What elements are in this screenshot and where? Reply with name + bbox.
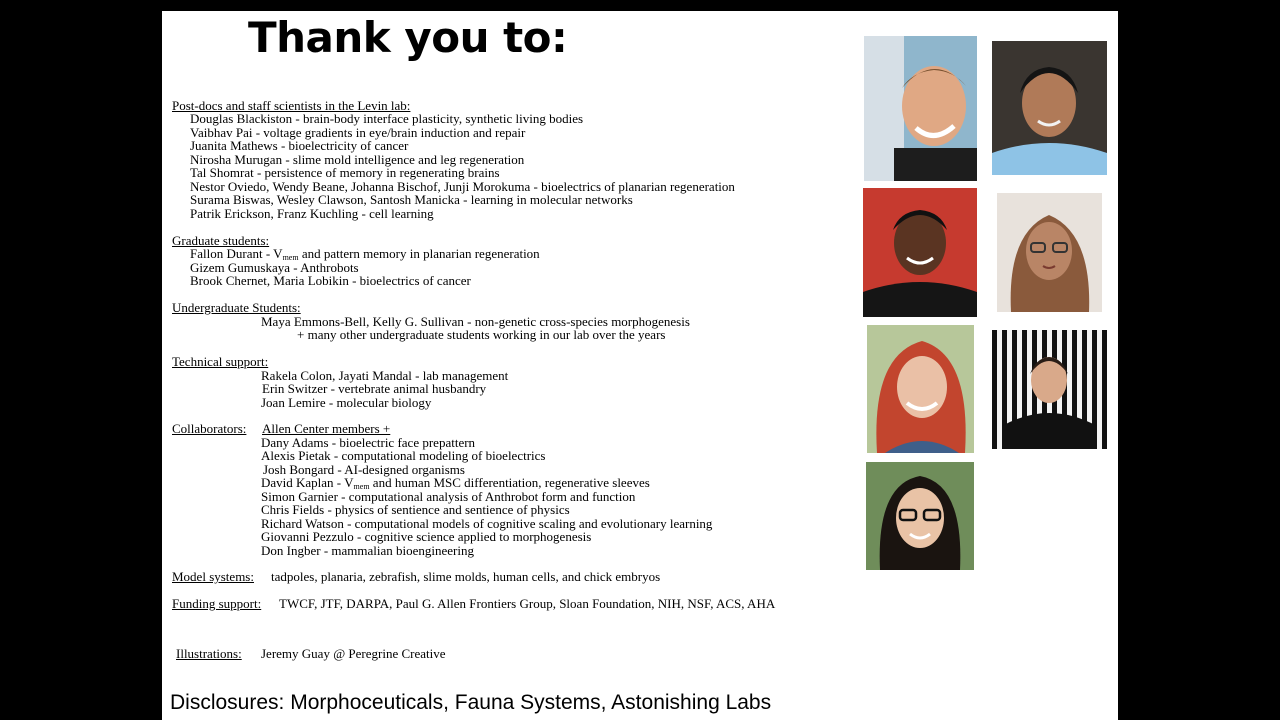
disclosures: Disclosures: Morphoceuticals, Fauna Systems, Astonishing Labs bbox=[170, 691, 772, 714]
illustrations-label: Illustrations: bbox=[176, 646, 242, 661]
collab-item: Alexis Pietak - computational modeling of bioelectrics bbox=[261, 448, 546, 463]
portrait-photo bbox=[864, 36, 977, 181]
slide-title: Thank you to: bbox=[248, 13, 568, 62]
portrait-photo bbox=[863, 188, 977, 317]
postdoc-item: Tal Shomrat - persistence of memory in regenerating brains bbox=[190, 165, 500, 180]
collab-item: Giovanni Pezzulo - cognitive science applied to morphogenesis bbox=[261, 529, 592, 544]
technical-item: Erin Switzer - vertebrate animal husbandry bbox=[262, 381, 487, 396]
illustrations-value: Jeremy Guay @ Peregrine Creative bbox=[261, 646, 446, 661]
collab-item: Simon Garnier - computational analysis of Anthrobot form and function bbox=[261, 489, 636, 504]
collab-item: Richard Watson - computational models of cognitive scaling and evolutionary learning bbox=[261, 516, 713, 531]
slide bbox=[162, 11, 1118, 720]
portrait-photo bbox=[997, 193, 1102, 312]
undergrad-heading: Undergraduate Students: bbox=[172, 300, 301, 315]
undergrad-item: Maya Emmons-Bell, Kelly G. Sullivan - non-genetic cross-species morphogenesis bbox=[261, 314, 690, 329]
model-systems-value: tadpoles, planaria, zebrafish, slime molds, human cells, and chick embryos bbox=[271, 569, 661, 584]
collab-item: Don Ingber - mammalian bioengineering bbox=[261, 543, 474, 558]
undergrad-item: + many other undergraduate students working in our lab over the years bbox=[297, 327, 666, 342]
portrait-photo bbox=[992, 330, 1107, 449]
portrait-photo bbox=[867, 325, 974, 453]
grad-heading: Graduate students: bbox=[172, 233, 270, 248]
postdoc-item: Douglas Blackiston - brain-body interface plasticity, synthetic living bodies bbox=[190, 111, 584, 126]
grad-item: Fallon Durant - $V_{mem}$ and pattern memory in planarian regeneration bbox=[190, 246, 540, 262]
collab-item: Dany Adams - bioelectric face prepattern bbox=[261, 435, 476, 450]
postdoc-item: Patrik Erickson, Franz Kuchling - cell learning bbox=[190, 206, 434, 221]
funding-label: Funding support: bbox=[172, 596, 262, 611]
postdoc-item: Nirosha Murugan - slime mold intelligence and leg regeneration bbox=[190, 152, 525, 167]
collab-item: Chris Fields - physics of sentience and sentience of physics bbox=[261, 502, 570, 517]
grad-item: Gizem Gumuskaya - Anthrobots bbox=[190, 260, 359, 275]
grad-item: Brook Chernet, Maria Lobikin - bioelectrics of cancer bbox=[190, 273, 471, 288]
collab-heading: Collaborators: bbox=[172, 421, 247, 436]
technical-heading: Technical support: bbox=[172, 354, 269, 369]
technical-item: Joan Lemire - molecular biology bbox=[261, 395, 432, 410]
technical-item: Rakela Colon, Jayati Mandal - lab management bbox=[261, 368, 509, 383]
collab-item: David Kaplan - $V_{mem}$ and human MSC differentiation, regenerative sleeves bbox=[261, 475, 650, 491]
collab-item: Josh Bongard - AI-designed organisms bbox=[263, 462, 465, 477]
postdoc-item: Vaibhav Pai - voltage gradients in eye/brain induction and repair bbox=[190, 125, 526, 140]
portrait-photo bbox=[992, 41, 1107, 175]
postdoc-item: Surama Biswas, Wesley Clawson, Santosh Manicka - learning in molecular networks bbox=[190, 192, 633, 207]
postdocs-heading: Post-docs and staff scientists in the Levin lab: bbox=[172, 98, 411, 113]
portrait-photo bbox=[866, 462, 974, 570]
postdoc-item: Juanita Mathews - bioelectricity of cancer bbox=[190, 138, 409, 153]
funding-value: TWCF, JTF, DARPA, Paul G. Allen Frontiers Group, Sloan Foundation, NIH, NSF, ACS, AHA bbox=[279, 596, 776, 611]
model-systems-label: Model systems: bbox=[172, 569, 254, 584]
postdoc-item: Nestor Oviedo, Wendy Beane, Johanna Bischof, Junji Morokuma - bioelectrics of planarian regeneration bbox=[190, 179, 735, 194]
collab-heading-allen: Allen Center members + bbox=[262, 421, 391, 436]
